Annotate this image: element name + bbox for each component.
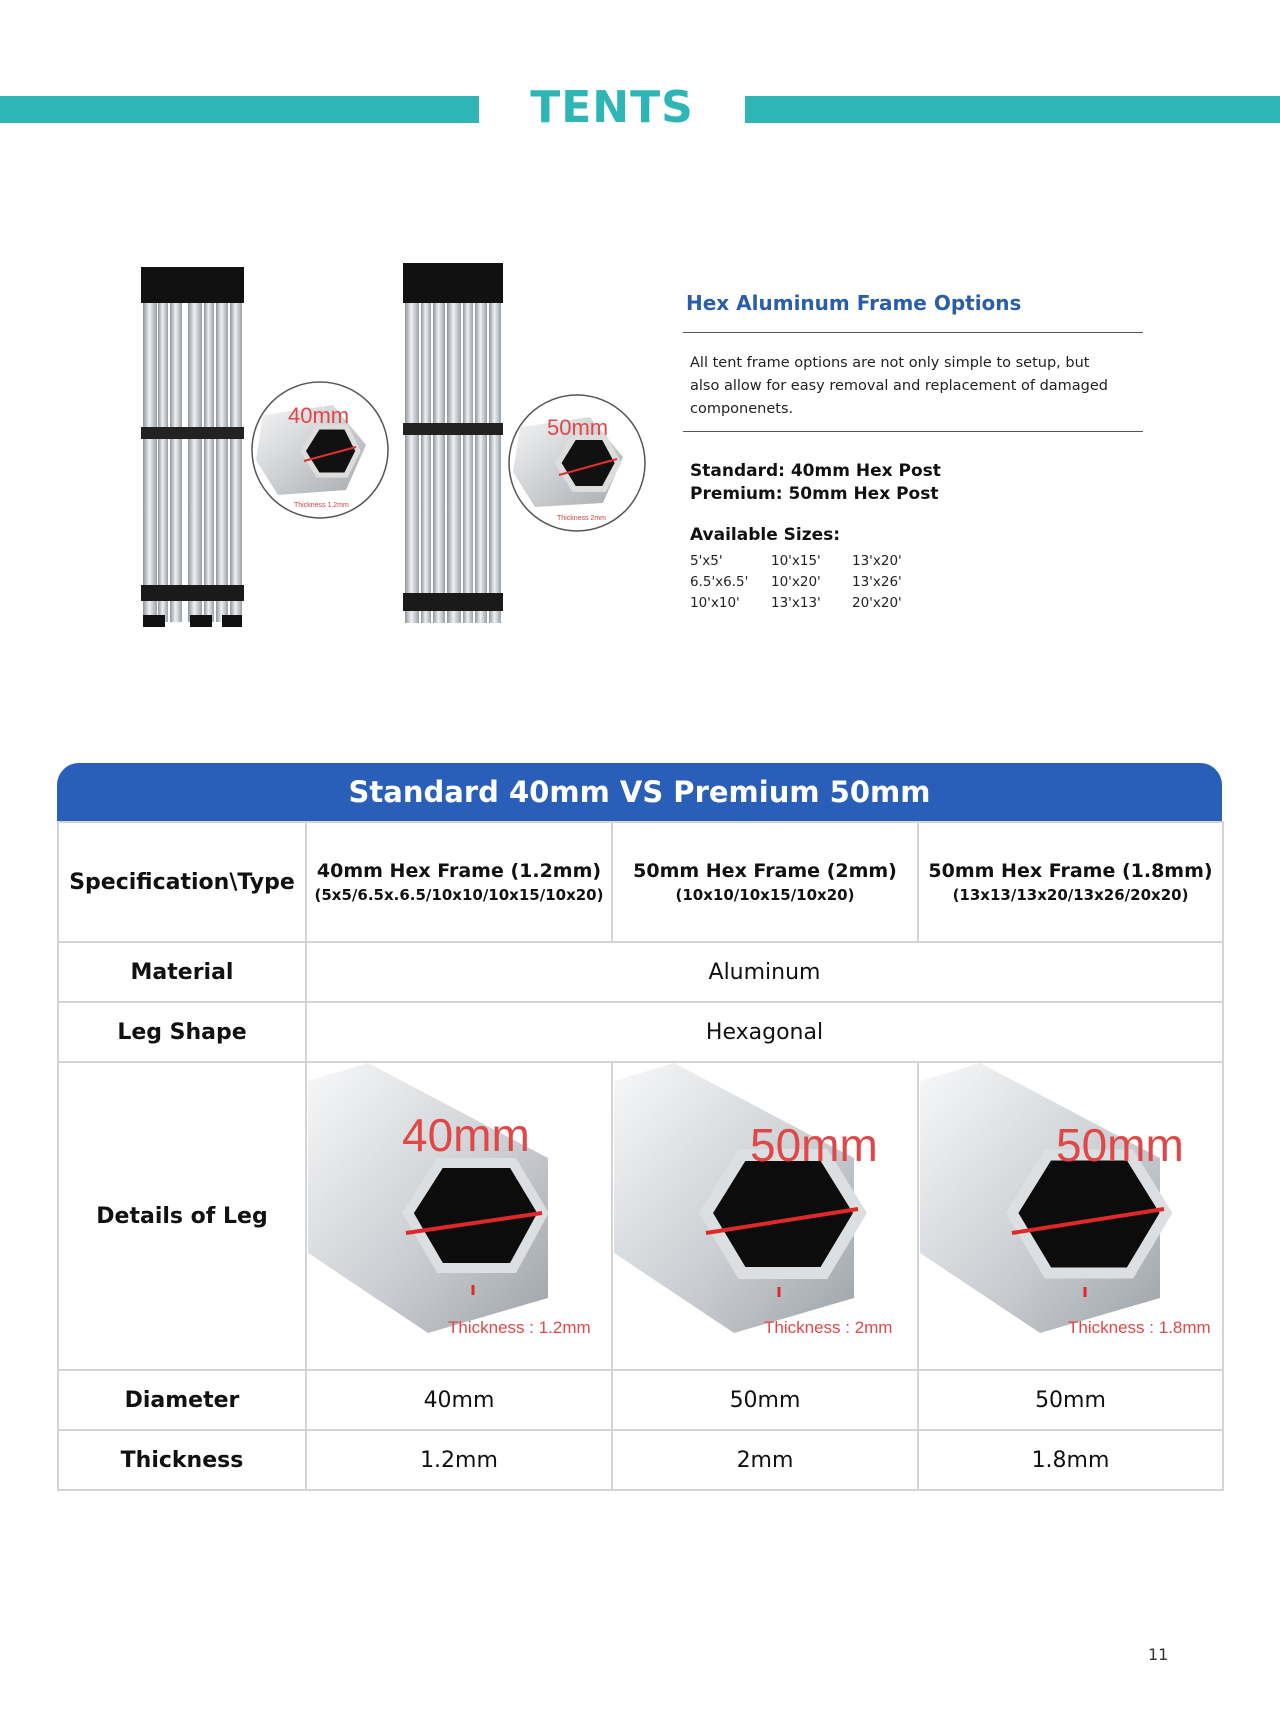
leg-shape-value: Hexagonal [306,1002,1223,1062]
diameter-value: 50mm [612,1370,918,1430]
column-subtitle: (13x13/13x20/13x26/20x20) [952,886,1189,904]
page-title: TENTS [530,82,694,133]
leg-thickness-label: Thickness : 1.2mm [448,1318,591,1337]
comparison-title: Standard 40mm VS Premium 50mm [57,763,1222,821]
standard-post: Standard: 40mm Hex Post [690,461,941,481]
size-item: 13'x13' [771,595,821,611]
table-row [58,1002,1223,1062]
size-item: 5'x5' [690,553,723,569]
table-row [58,822,1223,942]
hex-leg-50mm-1-8-image [920,1063,1222,1363]
size-item: 6.5'x6.5' [690,574,749,590]
table-row [58,942,1223,1002]
column-header-40mm [306,822,612,942]
table-row [58,1062,1223,1370]
page-number: 11 [1148,1645,1169,1664]
hex-frame-options-panel [683,284,1143,611]
available-sizes-grid [683,545,1143,611]
frame-40mm-callout-size: 40mm [288,403,350,428]
leg-size-label: 40mm [402,1109,530,1161]
spec-header: Specification\Type [58,822,306,942]
available-sizes-label: Available Sizes: [690,525,841,545]
premium-post: Premium: 50mm Hex Post [690,484,939,504]
hex-leg-50mm-image [614,1063,916,1363]
details-of-leg-label: Details of Leg [58,1062,306,1370]
hex-panel-heading: Hex Aluminum Frame Options [686,291,1022,315]
table-row [58,1430,1223,1490]
table-row [58,1370,1223,1430]
column-title: 50mm Hex Frame (2mm) [633,860,897,882]
column-subtitle: (5x5/6.5x.6.5/10x10/10x15/10x20) [314,886,604,904]
size-item: 13'x26' [852,574,902,590]
leg-detail-50mm-1-8mm [918,1062,1223,1370]
column-title: 50mm Hex Frame (1.8mm) [928,860,1213,882]
material-value: Aluminum [306,942,1223,1002]
frame-40mm-callout-thickness: Thickness 1.2mm [294,502,349,509]
leg-size-label: 50mm [750,1119,878,1171]
leg-size-label: 50mm [1055,1119,1184,1171]
column-header-50mm-1-8mm [918,822,1223,942]
header-bar-left [0,96,479,123]
comparison-table [57,821,1224,1491]
size-item: 10'x20' [771,574,821,590]
thickness-value: 1.8mm [918,1430,1223,1490]
hex-panel-description: All tent frame options are not only simple to setup, but also allow for easy removal and replacement of damaged componenets. [690,355,1109,417]
column-subtitle: (10x10/10x15/10x20) [675,886,855,904]
thickness-value: 1.2mm [306,1430,612,1490]
thickness-value: 2mm [612,1430,918,1490]
leg-shape-label: Leg Shape [58,1002,306,1062]
diameter-label: Diameter [58,1370,306,1430]
column-title: 40mm Hex Frame (1.2mm) [316,860,602,882]
diameter-value: 40mm [306,1370,612,1430]
material-label: Material [58,942,306,1002]
size-item: 20'x20' [852,595,902,611]
size-item: 13'x20' [852,553,902,569]
tent-frame-40mm-image [128,255,398,645]
size-item: 10'x15' [771,553,821,569]
leg-thickness-label: Thickness : 2mm [764,1318,893,1337]
leg-detail-50mm-2mm [612,1062,918,1370]
leg-thickness-label: Thickness : 1.8mm [1067,1318,1211,1337]
frame-40mm-callout [252,382,388,518]
leg-detail-40mm [306,1062,612,1370]
size-item: 10'x10' [690,595,740,611]
tent-frame-50mm-image [385,255,655,645]
frame-50mm-callout-size: 50mm [547,415,609,440]
header-bar-right [745,96,1280,123]
column-header-50mm-2mm [612,822,918,942]
frame-50mm-callout [509,395,645,531]
thickness-label: Thickness [58,1430,306,1490]
diameter-value: 50mm [918,1370,1223,1430]
frame-50mm-callout-thickness: Thickness 2mm [557,515,607,522]
hex-leg-40mm-image [308,1063,610,1363]
